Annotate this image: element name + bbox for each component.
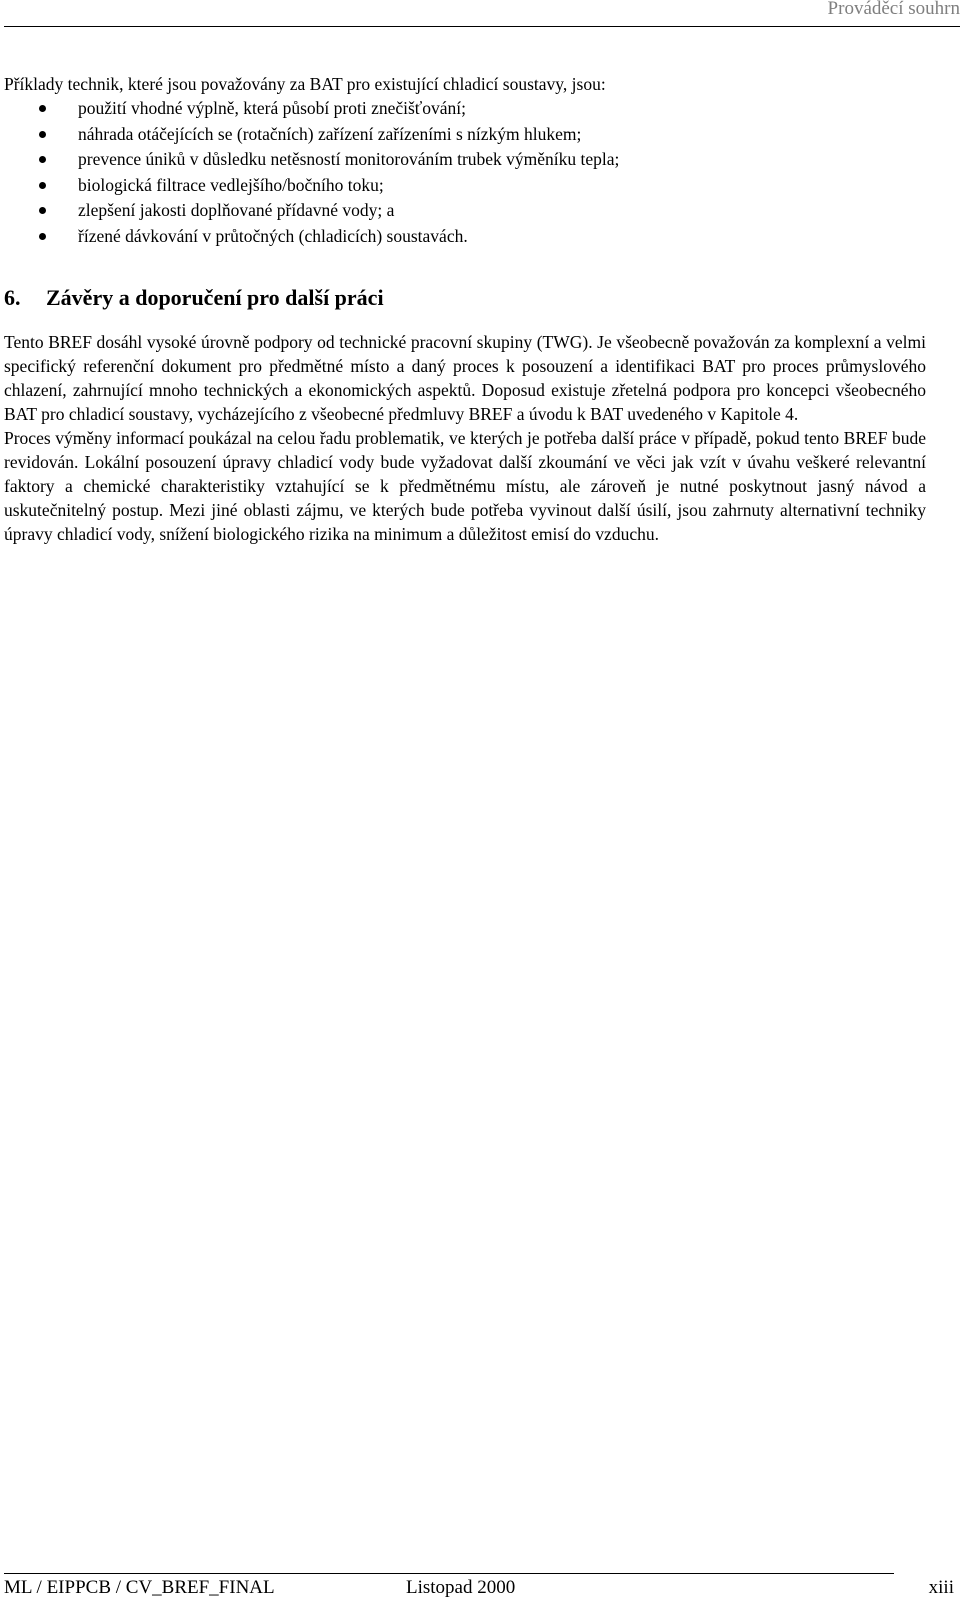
section-heading bbox=[4, 285, 384, 311]
section-title: Závěry a doporučení pro další práci bbox=[46, 285, 384, 310]
footer-rule bbox=[4, 1573, 894, 1574]
list-item bbox=[0, 224, 619, 250]
paragraph: Proces výměny informací poukázal na celou řadu problematik, ve kterých je potřeba další práce v případě, pokud tento BREF bude revidován. Lokální posouzení úpravy chladicí vody bude vyžadovat další zkoumání ve věci jak vzít v úvahu veškeré relevantní faktory a chemické charakteristiky vztahující se k předmětnému místu, ale zároveň je nutné poskytnout jasný návod a uskutečnitelný postup. Mezi jiné oblasti zájmu, ve kterých bude potřeba vyvinout další úsilí, jsou zahrnuty alternativní techniky úpravy chladicí vody, snížení biologického rizika na minimum a důležitost emisí do vzduchu. bbox=[4, 428, 926, 544]
list-item bbox=[0, 147, 619, 173]
intro-text: Příklady technik, které jsou považovány za BAT pro existující chladicí soustavy, jsou: bbox=[4, 74, 606, 94]
page-number: xiii bbox=[928, 1577, 954, 1598]
list-item-text: řízené dávkování v průtočných (chladicích) soustavách. bbox=[78, 225, 468, 246]
footer-document-id: ML / EIPPCB / CV_BREF_FINAL bbox=[4, 1577, 275, 1598]
bullet-icon bbox=[39, 207, 46, 214]
list-item-text: prevence úniků v důsledku netěsností monitorováním trubek výměníku tepla; bbox=[78, 149, 620, 169]
page-footer bbox=[4, 1577, 956, 1607]
list-item bbox=[0, 96, 619, 122]
bullet-icon bbox=[39, 156, 46, 163]
section-body bbox=[4, 330, 926, 546]
paragraph: Tento BREF dosáhl vysoké úrovně podpory od technické pracovní skupiny (TWG). Je všeobecně považován za komplexní a velmi specifický referenční dokument pro předmětné místo a daný proces k posouzení a identifikaci BAT pro proces průmyslového chlazení, zahrnující mnoho technických a ekonomických aspektů. Doposud existuje zřetelná podpora pro koncepci všeobecného BAT pro chladicí soustavy, vycházejícího z všeobecné předmluvy BREF a úvodu k BAT uvedeného v Kapitole 4. bbox=[4, 332, 926, 424]
list-item bbox=[0, 122, 619, 148]
page-header bbox=[0, 0, 960, 26]
bullet-icon bbox=[39, 233, 46, 240]
list-item bbox=[0, 173, 619, 199]
header-rule bbox=[4, 26, 960, 27]
bullet-icon bbox=[39, 182, 46, 189]
bat-techniques-list bbox=[0, 96, 619, 249]
list-item-text: biologická filtrace vedlejšího/bočního toku; bbox=[78, 174, 384, 195]
list-item-text: zlepšení jakosti doplňované přídavné vody; a bbox=[78, 200, 395, 220]
section-number: 6. bbox=[4, 285, 21, 310]
bullet-icon bbox=[39, 105, 46, 112]
list-item bbox=[0, 198, 619, 224]
bullet-icon bbox=[39, 131, 46, 138]
footer-date: Listopad 2000 bbox=[406, 1577, 516, 1598]
header-title: Prováděcí souhrn bbox=[827, 0, 960, 19]
list-item-text: použití vhodné výplně, která působí proti znečišťování; bbox=[78, 98, 467, 118]
list-item-text: náhrada otáčejících se (rotačních) zařízení zařízeními s nízkým hlukem; bbox=[78, 123, 582, 144]
